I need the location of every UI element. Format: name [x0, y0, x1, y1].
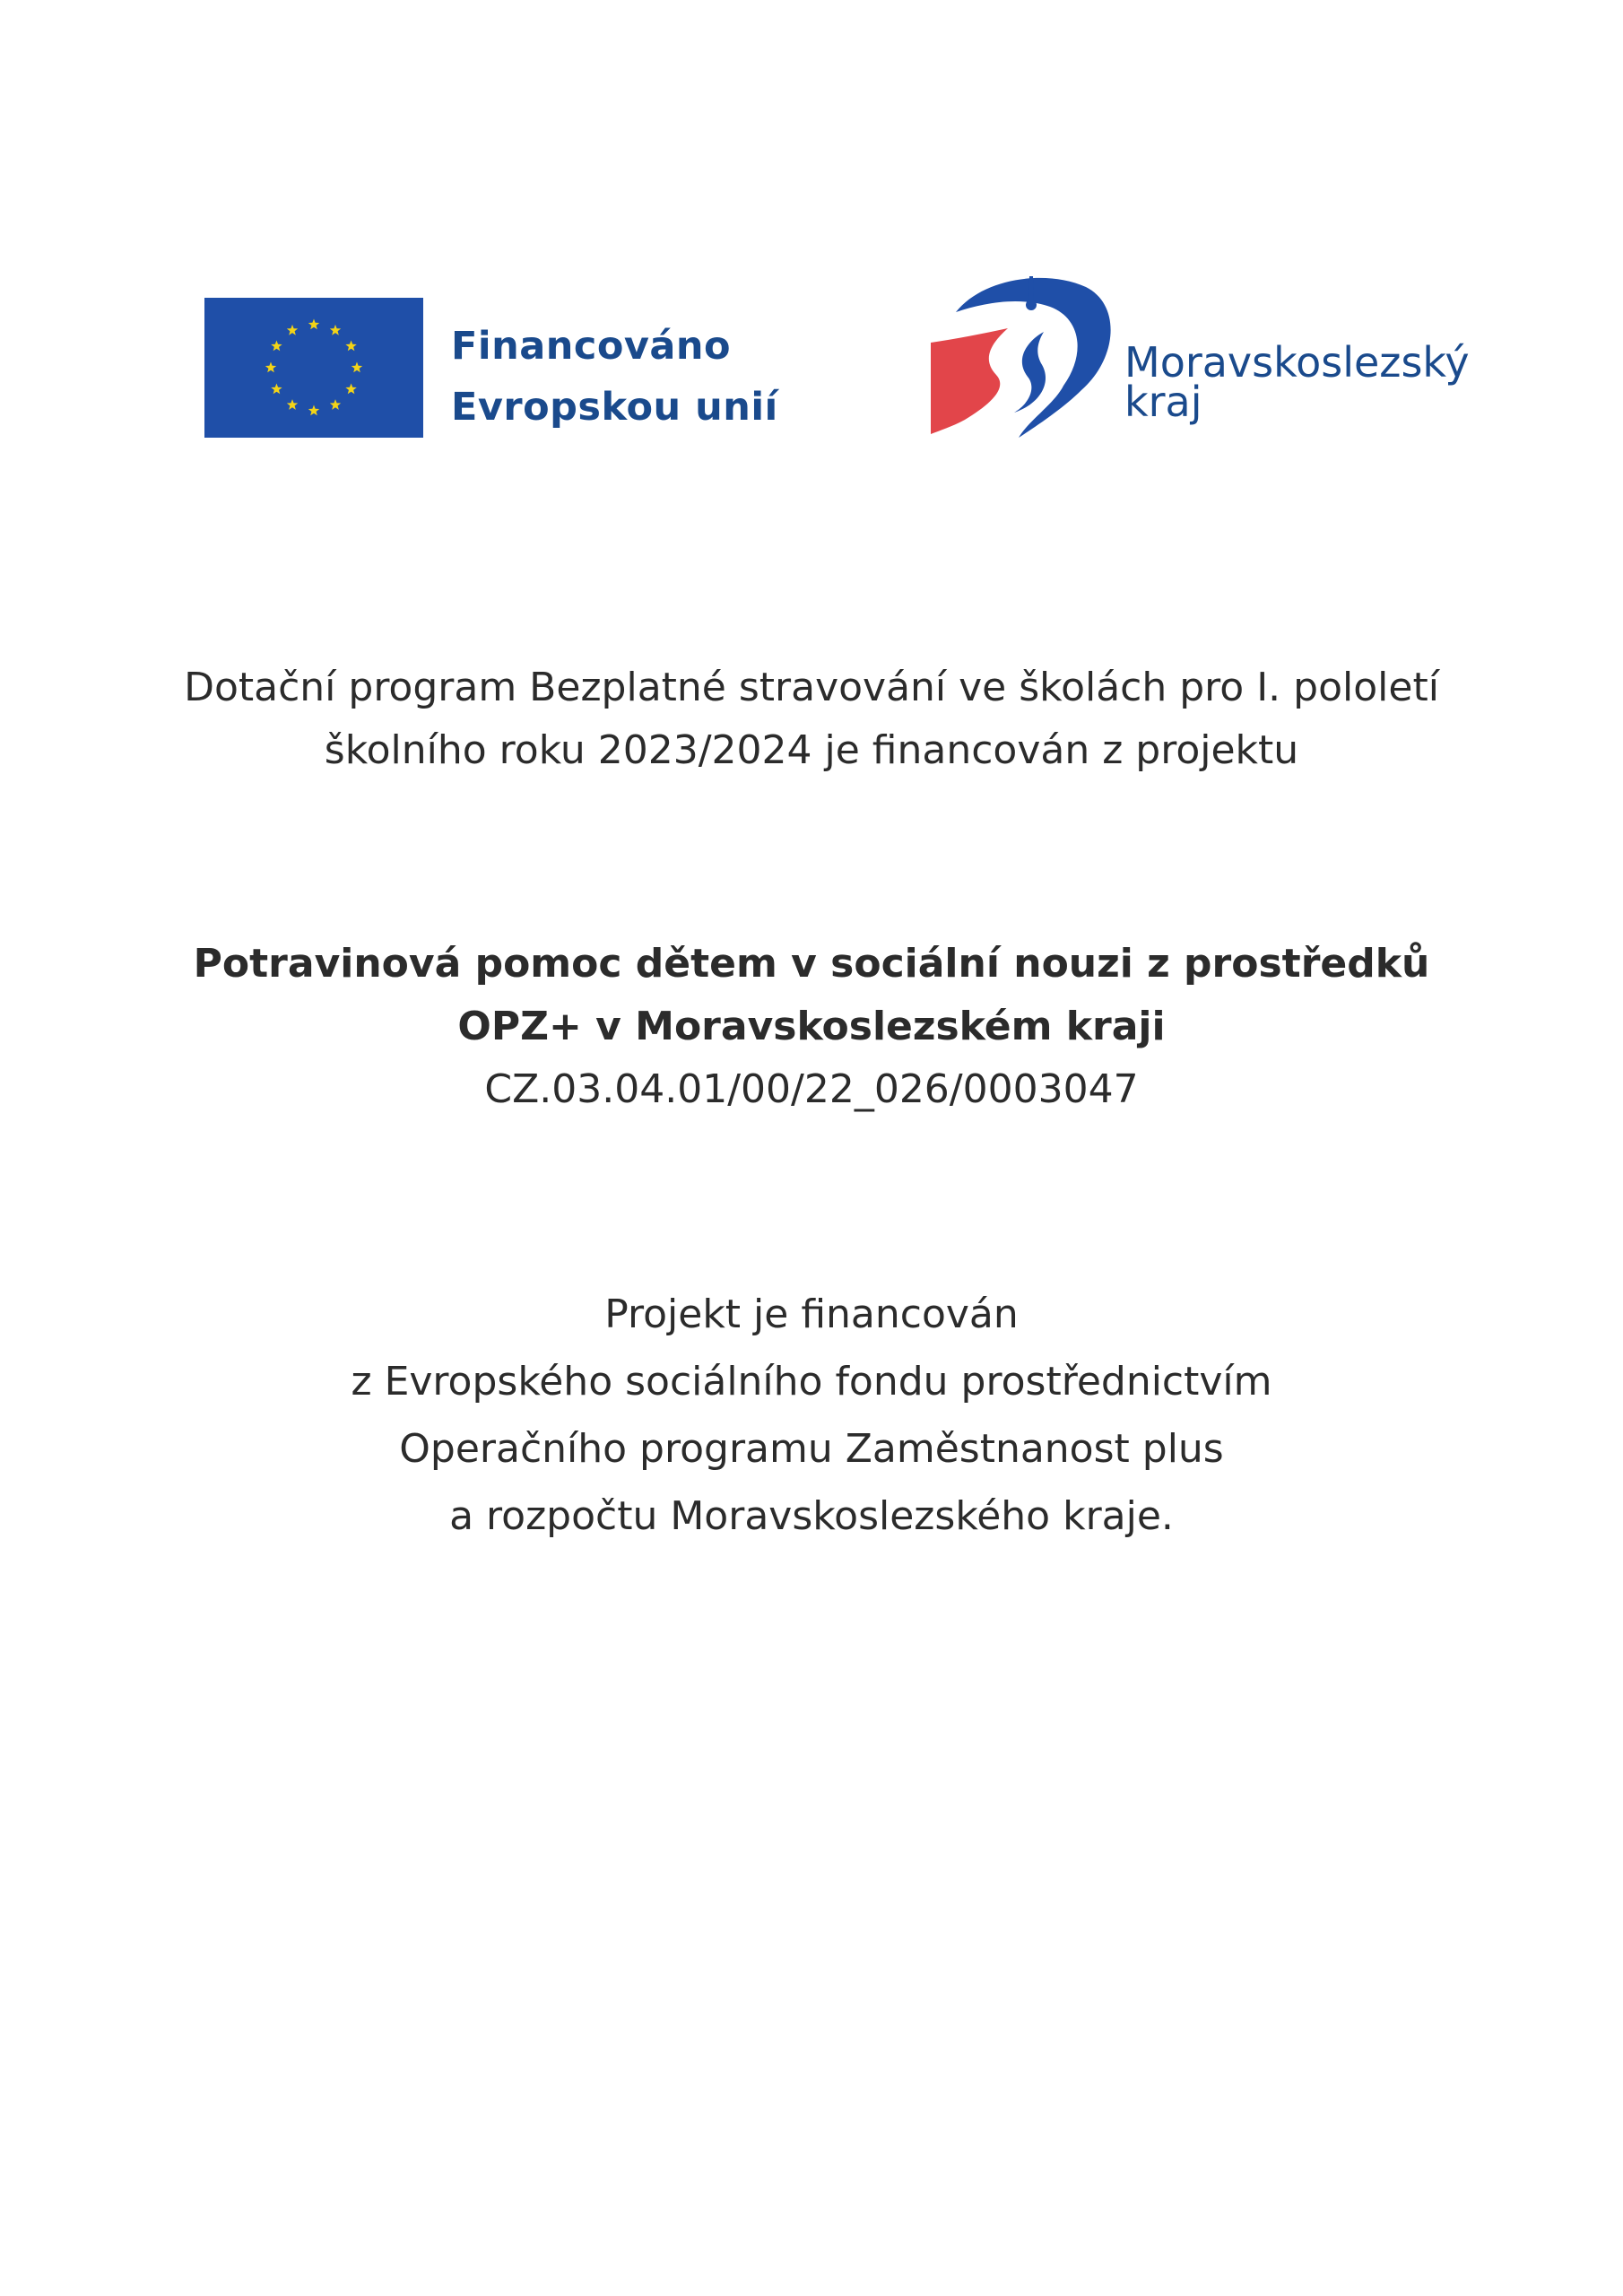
msk-logo-line1: Moravskoslezský [1124, 338, 1470, 387]
eu-funding-logo [204, 298, 814, 441]
eu-logo-line2: Evropskou unií [451, 385, 778, 430]
logo-row [0, 269, 1623, 457]
project-title-line-1: Potravinová pomoc dětem v sociální nouzi z prostředků [193, 941, 1430, 987]
funding-line-3: Operačního programu Zaměstnanost plus [399, 1426, 1224, 1472]
project-block [0, 933, 1623, 1121]
intro-line-1: Dotační program Bezplatné stravování ve školách pro I. pololetí [184, 665, 1439, 710]
project-title-line-2: OPZ+ v Moravskoslezském kraji [457, 1004, 1166, 1049]
funding-statement [0, 1281, 1623, 1550]
intro-paragraph [0, 657, 1623, 782]
msk-logo-text [1124, 338, 1470, 426]
moravskoslezsky-kraj-logo [929, 269, 1503, 448]
intro-line-2: školního roku 2023/2024 je financován z projektu [324, 727, 1299, 773]
funding-line-4: a rozpočtu Moravskoslezského kraje. [449, 1493, 1174, 1539]
eu-flag-icon [204, 298, 423, 438]
eu-logo-line1: Financováno [451, 324, 732, 369]
funding-line-2: z Evropského sociálního fondu prostřednictvím [351, 1359, 1272, 1405]
moravskoslezsky-kraj-emblem-icon [929, 269, 1117, 439]
msk-logo-line2: kraj [1124, 378, 1202, 426]
project-registration-code: CZ.03.04.01/00/22_026/0003047 [484, 1066, 1139, 1112]
eu-logo-text [451, 316, 778, 438]
funding-line-1: Projekt je financován [604, 1292, 1019, 1337]
